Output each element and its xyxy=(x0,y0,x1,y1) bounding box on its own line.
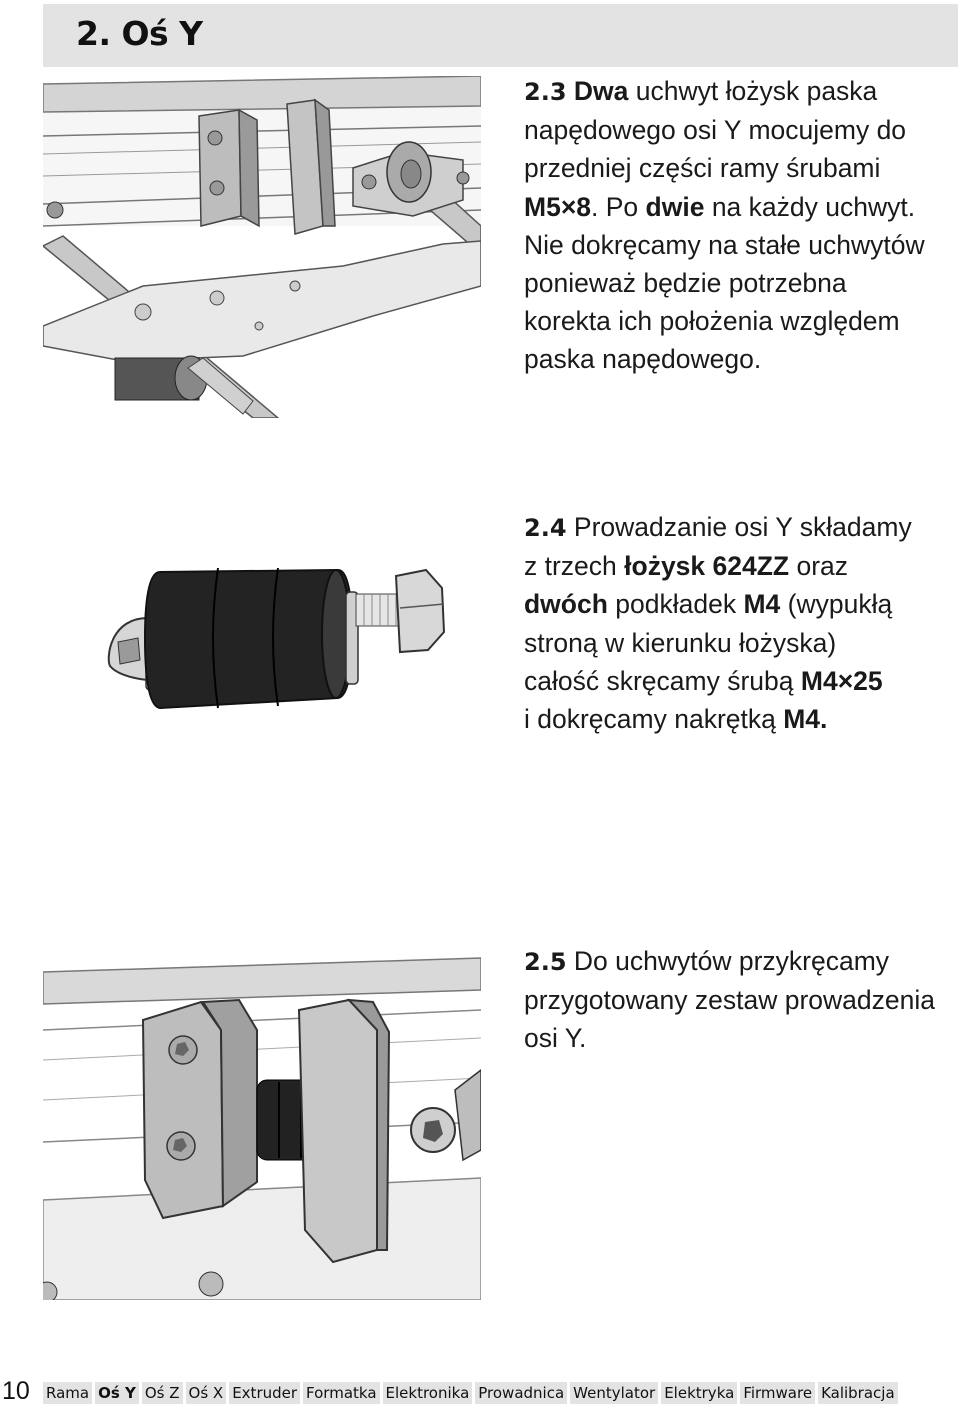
step-line xyxy=(524,226,925,264)
step-2-3-text xyxy=(524,72,925,379)
guide-set-mounted-figure xyxy=(43,950,481,1300)
step-number: 2.3 xyxy=(524,78,567,106)
step-2-4-text xyxy=(524,508,912,738)
page-number: 10 xyxy=(2,1377,30,1405)
nav-item-oś-z[interactable]: Oś Z xyxy=(142,1382,183,1404)
text-segment: przygotowany zestaw prowadzenia xyxy=(524,985,935,1016)
text-segment: Prowadzanie osi Y składamy xyxy=(573,512,912,542)
nav-item-formatka[interactable]: Formatka xyxy=(303,1382,379,1404)
text-segment: . Po xyxy=(591,191,646,222)
step-2-5-text xyxy=(524,942,935,1058)
bold-term: łożysk 624ZZ xyxy=(624,551,790,582)
text-segment: osi Y. xyxy=(524,1023,587,1054)
step-line xyxy=(524,942,935,981)
nav-item-wentylator[interactable]: Wentylator xyxy=(570,1382,658,1404)
text-segment: i dokręcamy nakrętką xyxy=(524,704,784,735)
nav-item-extruder[interactable]: Extruder xyxy=(229,1382,300,1404)
step-number: 2.5 xyxy=(524,948,567,976)
bold-term: dwie xyxy=(645,191,705,222)
step-line xyxy=(524,111,925,149)
text-segment: uchwyt łożysk paska xyxy=(628,76,878,106)
text-segment: ponieważ będzie potrzebna xyxy=(524,268,847,299)
step-line xyxy=(524,981,935,1019)
step-line xyxy=(524,264,925,302)
step-line xyxy=(524,700,912,738)
step-line xyxy=(524,302,925,340)
nav-item-prowadnica[interactable]: Prowadnica xyxy=(475,1382,567,1404)
nav-item-elektryka[interactable]: Elektryka xyxy=(661,1382,737,1404)
text-segment: napędowego osi Y mocujemy do xyxy=(524,115,907,146)
text-segment: podkładek xyxy=(607,589,744,620)
nav-item-firmware[interactable]: Firmware xyxy=(740,1382,815,1404)
step-line xyxy=(524,340,925,378)
step-line xyxy=(524,662,912,700)
bold-term: Dwa xyxy=(573,76,629,106)
step-line xyxy=(524,585,912,623)
text-segment: Nie dokręcamy na stałe uchwytów xyxy=(524,229,925,260)
step-line xyxy=(524,72,925,111)
nav-item-elektronika[interactable]: Elektronika xyxy=(383,1382,473,1404)
bold-term: M5×8 xyxy=(524,191,592,222)
bold-term: dwóch xyxy=(524,589,608,620)
bold-term: M4 xyxy=(743,589,781,620)
step-line xyxy=(524,149,925,187)
nav-item-kalibracja[interactable]: Kalibracja xyxy=(818,1382,898,1404)
bold-term: M4×25 xyxy=(800,665,883,696)
step-line xyxy=(524,547,912,585)
nav-item-oś-x[interactable]: Oś X xyxy=(186,1382,227,1404)
step-number: 2.4 xyxy=(524,514,567,542)
text-segment: stroną w kierunku łożyska) xyxy=(524,627,837,658)
text-segment: przedniej części ramy śrubami xyxy=(524,153,881,184)
step-line xyxy=(524,188,925,226)
text-segment: całość skręcamy śrubą xyxy=(524,665,801,696)
text-segment: paska napędowego. xyxy=(524,344,762,375)
page-title: 2. Oś Y xyxy=(76,14,203,53)
bearing-assembly-figure xyxy=(100,548,445,720)
step-line xyxy=(524,624,912,662)
bold-term: M4. xyxy=(783,704,828,735)
text-segment: korekta ich położenia względem xyxy=(524,306,900,337)
text-segment: (wypukłą xyxy=(780,589,893,620)
footer xyxy=(0,1377,960,1405)
step-line xyxy=(524,1019,935,1057)
bearing-holder-mount-figure xyxy=(43,76,481,418)
nav-item-oś-y[interactable]: Oś Y xyxy=(95,1382,139,1404)
text-segment: z trzech xyxy=(524,551,625,582)
section-nav xyxy=(43,1382,898,1404)
text-segment: oraz xyxy=(789,551,849,582)
step-line xyxy=(524,508,912,547)
nav-item-rama[interactable]: Rama xyxy=(43,1382,92,1404)
text-segment: na każdy uchwyt. xyxy=(704,191,916,222)
text-segment: Do uchwytów przykręcamy xyxy=(573,946,890,976)
